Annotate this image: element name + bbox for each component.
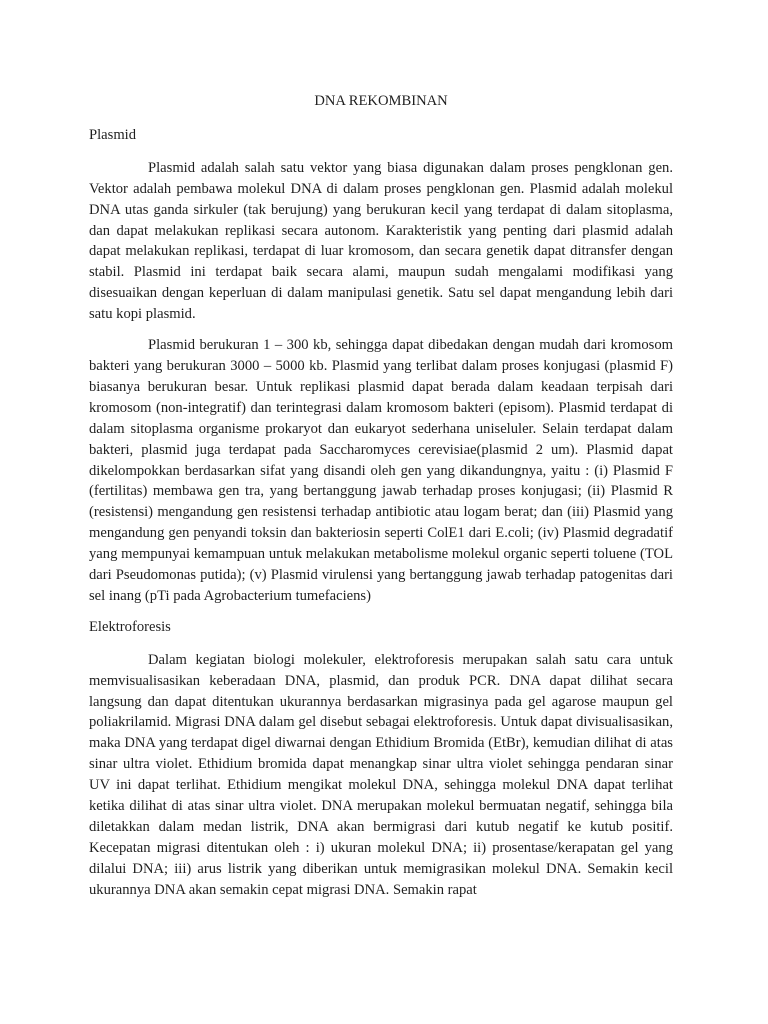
document-title: DNA REKOMBINAN (314, 93, 448, 109)
document-page (89, 91, 673, 901)
paragraph-plasmid-size: Plasmid berukuran 1 – 300 kb, sehingga dapat dibedakan dengan mudah dari kromosom bakteri yang berukuran 3000 – 5000 kb. Plasmid yang terlibat dalam proses konjugasi (plasmid F) biasanya berukuran besar. Untuk replikasi plasmid dapat berada dalam keadaan terpisah dari kromosom (non-integratif) dan terintegrasi dalam kromosom bakteri (episom). Plasmid terdapat di dalam sitoplasma organisme prokaryot dan eukaryot sederhana uniseluler. Selain terdapat dalam bakteri, plasmid juga terdapat pada Saccharomyces cerevisiae(plasmid 2 um). Plasmid dapat dikelompokkan berdasarkan sifat yang disandi oleh gen yang dikandungnya, yaitu : (i) Plasmid F (fertilitas) membawa gen tra, yang bertanggung jawab terhadap proses konjugasi; (ii) Plasmid R (resistensi) mengandung gen resistensi terhadap antibiotic atau logam berat; dan (iii) Plasmid yang mengandung gen penyandi toksin dan bakteriosin seperti ColE1 dari E.coli; (iv) Plasmid degradatif yang mempunyai kemampuan untuk melakukan metabolisme molekul organic seperti toluene (TOL dari Pseudomonas putida); (v) Plasmid virulensi yang bertanggung jawab terhadap patogenitas dari sel inang (pTi pada Agrobacterium tumefaciens) (89, 337, 673, 604)
section-heading-elektroforesis: Elektroforesis (89, 618, 171, 635)
paragraph-plasmid-definition: Plasmid adalah salah satu vektor yang biasa digunakan dalam proses pengklonan gen. Vektor adalah pembawa molekul DNA di dalam proses pengklonan gen. Plasmid adalah molekul DNA utas ganda sirkuler (tak berujung) yang berukuran kecil yang terdapat di dalam sitoplasma, dan dapat melakukan replikasi secara autonom. Karakteristik yang penting dari plasmid adalah dapat melakukan replikasi, terdapat di luar kromosom, dan secara genetik dapat ditransfer dengan stabil. Plasmid ini terdapat baik secara alami, maupun sudah mengalami modifikasi yang disesuaikan dengan keperluan di dalam manipulasi genetik. Satu sel dapat mengandung lebih dari satu kopi plasmid. (89, 159, 673, 323)
paragraph-elektroforesis: Dalam kegiatan biologi molekuler, elektroforesis merupakan salah satu cara untuk memvisualisasikan keberadaan DNA, plasmid, dan produk PCR. DNA dapat dilihat secara langsung dan dapat ditentukan ukurannya berdasarkan migrasinya pada gel agarose maupun gel poliakrilamid. Migrasi DNA dalam gel disebut sebagai elektroforesis. Untuk dapat divisualisasikan, maka DNA yang terdapat digel diwarnai dengan Ethidium Bromida (EtBr), kemudian dilihat di atas sinar ultra violet. Ethidium bromida dapat menangkap sinar ultra violet sehingga pendaran sinar UV ini dapat terlihat. Ethidium mengikat molekul DNA, sehingga molekul DNA dapat terlihat ketika dilihat di atas sinar ultra violet. DNA merupakan molekul bermuatan negatif, sehingga bila diletakkan dalam medan listrik, DNA akan bermigrasi dari kutub negatif ke kutub positif. Kecepatan migrasi ditentukan oleh : i) ukuran molekul DNA; ii) prosentase/kerapatan gel yang dilalui DNA; iii) arus listrik yang diberikan untuk memigrasikan molekul DNA. Semakin kecil ukurannya DNA akan semakin cepat migrasi DNA. Semakin rapat (89, 651, 673, 898)
section-heading-plasmid: Plasmid (89, 126, 137, 143)
